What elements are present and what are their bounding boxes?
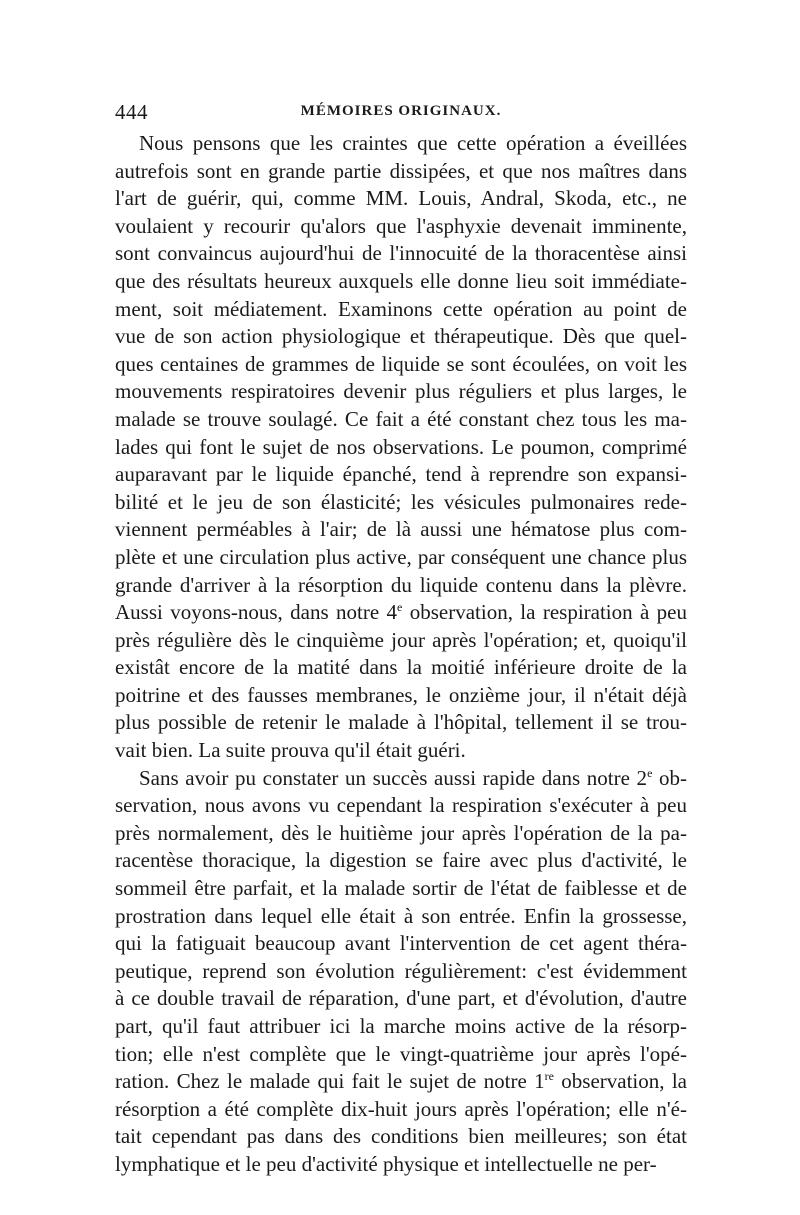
text-line: lades qui font le sujet de nos observations. Le poumon, comprimé — [115, 434, 687, 459]
text-line: poitrine et des fausses membranes, le onzième jour, il n'était déjà — [115, 682, 687, 707]
text-line: racentèse thoracique, la digestion se faire avec plus d'activité, le — [115, 848, 687, 873]
text-line: près normalement, dès le huitième jour après l'opération de la pa- — [115, 820, 687, 845]
text-line: prostration dans lequel elle était à son entrée. Enfin la grossesse, — [115, 903, 687, 928]
text-line: sont convaincus aujourd'hui de l'innocuité de la thoracentèse ainsi — [115, 241, 687, 266]
text-line: bilité et le jeu de son élasticité; les vésicules pulmonaires rede- — [115, 489, 687, 514]
text-line: vait bien. La suite prouva qu'il était guéri. — [115, 738, 466, 763]
text-line: tion; elle n'est complète que le vingt-quatrième jour après l'opé- — [115, 1041, 687, 1066]
text-line: part, qu'il faut attribuer ici la marche moins active de la résorp- — [115, 1014, 687, 1038]
text-line: ment, soit médiatement. Examinons cette opération au point de — [115, 296, 687, 321]
text-line: servation, nous avons vu cependant la respiration s'exécuter à peu — [115, 793, 687, 818]
text-line: tait cependant pas dans des conditions bien meilleures; son état — [115, 1124, 687, 1149]
running-head: MÉMOIRES ORIGINAUX. — [300, 103, 502, 119]
text-line: existât encore de la matité dans la moitié inférieure droite de la — [115, 655, 687, 680]
text-line: l'art de guérir, qui, comme MM. Louis, Andral, Skoda, etc., ne — [115, 186, 687, 211]
text-line: Sans avoir pu constater un succès aussi rapide dans notre 2e ob- — [139, 765, 687, 790]
page-number: 444 — [115, 100, 148, 124]
text-line: résorption a été complète dix-huit jours après l'opération; elle n'é- — [115, 1096, 687, 1121]
page-header — [115, 100, 687, 126]
text-line: voulaient y recourir qu'alors que l'asphyxie devenait imminente, — [115, 213, 687, 238]
text-line: à ce double travail de réparation, d'une part, et d'évolution, d'autre — [115, 986, 687, 1011]
text-line: peutique, reprend son évolution régulièrement: c'est évidemment — [115, 958, 687, 983]
text-line: lymphatique et le peu d'activité physique et intellectuelle ne per- — [115, 1151, 657, 1176]
text-line: autrefois sont en grande partie dissipées, et que nos maîtres dans — [115, 158, 687, 183]
text-line: Nous pensons que les craintes que cette opération a éveillées — [139, 131, 687, 155]
text-line: sommeil être parfait, et la malade sortir de l'état de faiblesse et de — [115, 876, 687, 901]
text-line: plète et une circulation plus active, par conséquent une chance plus — [115, 544, 687, 569]
text-line: Aussi voyons-nous, dans notre 4e observation, la respiration à peu — [115, 600, 688, 625]
paragraph-1 — [115, 130, 687, 765]
text-line: plus possible de retenir le malade à l'hôpital, tellement il se trou- — [115, 710, 687, 735]
text-line: viennent perméables à l'air; de là aussi une hématose plus com- — [115, 517, 687, 542]
text-line: ration. Chez le malade qui fait le sujet de notre 1re observation, la — [115, 1069, 687, 1094]
text-line: malade se trouve soulagé. Ce fait a été constant chez tous les ma- — [115, 406, 687, 431]
text-line: auparavant par le liquide épanché, tend à reprendre son expansi- — [115, 462, 687, 487]
body-text — [115, 130, 687, 1179]
text-line: ques centaines de grammes de liquide se sont écoulées, on voit les — [115, 351, 687, 376]
paragraph-2 — [115, 765, 687, 1179]
text-line: grande d'arriver à la résorption du liquide contenu dans la plèvre. — [115, 572, 687, 597]
text-line: vue de son action physiologique et thérapeutique. Dès que quel- — [115, 324, 687, 349]
text-line: mouvements respiratoires devenir plus réguliers et plus larges, le — [115, 379, 687, 404]
text-line: qui la fatiguait beaucoup avant l'intervention de cet agent théra- — [115, 931, 687, 956]
text-line: près régulière dès le cinquième jour après l'opération; et, quoiqu'il — [115, 627, 687, 652]
text-line: que des résultats heureux auxquels elle donne lieu soit immédiate- — [115, 268, 687, 293]
